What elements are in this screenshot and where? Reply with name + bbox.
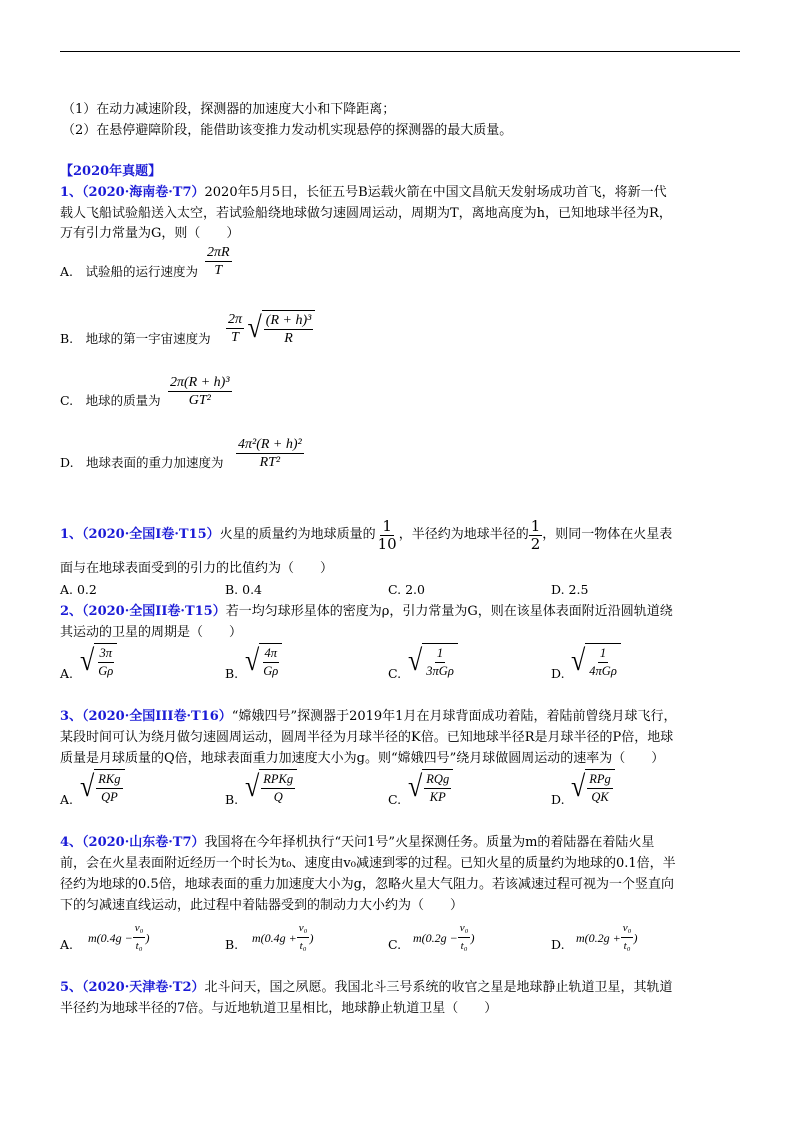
header-rule (60, 51, 740, 52)
formula-a: √ $\frac{3\pi}{G\rho}$ (80, 643, 117, 680)
problem-national-2 (60, 603, 673, 621)
option-c: C. (388, 792, 402, 807)
problem-text: 面与在地球表面受到的引力的比值约为（ ） (60, 561, 334, 576)
problem-text: 前，会在火星表面附近经历一个时长为t₀、速度由v₀减速到零的过程。已知火星的质量约为地球的0.1倍，半 (60, 856, 676, 871)
formula-d: $\frac{\text{4π²(R + h)²}}{\text{RT²}}$ (238, 437, 302, 470)
option-a: A. (60, 666, 74, 681)
problem-text: 若一均匀球形星体的密度为ρ，引力常量为G，则在该星体表面附近沿圆轨道绕 (225, 604, 673, 619)
problem-text: 下的匀减速直线运动，此过程中着陆器受到的制动力大小约为（ ） (60, 898, 464, 913)
problem-text: 半径约为地球半径的7倍。与近地轨道卫星相比，地球静止轨道卫星（ ） (60, 1001, 498, 1016)
formula-b: m(0.4g + $\frac{\text{v₀}}{\text{t₀}}$ ) (252, 922, 314, 952)
option-d: D. (551, 937, 565, 952)
option-c: C. 地球的质量为 (60, 393, 161, 408)
problem-label: 5、（2020·天津卷·T2） (60, 980, 205, 995)
option-a: A. (60, 792, 74, 807)
formula-c: √ $\frac{\text{RQg}}{KP}$ (408, 769, 453, 806)
problem-text: 万有引力常量为G，则（ ） (60, 226, 240, 241)
problem-text: “嫦娥四号”探测器于2019年1月在月球背面成功着陆，着陆前曾绕月球飞行， (231, 709, 677, 724)
problem-text: 质量是月球质量的Q倍，地球表面重力加速度大小为g。则“嫦娥四号”绕月球做圆周运动的速率为（ ） (60, 751, 665, 766)
problem-tianjin (60, 979, 673, 997)
option-d: D. (551, 666, 565, 681)
option-d: D. 地球表面的重力加速度为 (60, 455, 224, 470)
problem-label: 1、（2020·海南卷·T7） (60, 185, 205, 200)
problem-text: 北斗问天，国之夙愿。我国北斗三号系统的收官之星是地球静止轨道卫星，其轨道 (204, 980, 673, 995)
option-d: D. 2.5 (551, 582, 589, 597)
option-c: C. (388, 666, 402, 681)
problem-text: 2020年5月5日，长征五号B运载火箭在中国文昌航天发射场成功首飞，将新一代 (204, 185, 667, 200)
formula-d: √ $\frac{1}{\text{4πGρ}}$ (571, 643, 621, 680)
problem-label: 1、（2020·全国I卷·T15） (60, 527, 220, 542)
option-b: B. (225, 666, 239, 681)
intro-q2: （2）在悬停避障阶段，能借助该变推力发动机实现悬停的探测器的最大质量。 (62, 123, 513, 138)
problem-text: ，半径约为地球半径的 (398, 527, 529, 542)
problem-text: 某段时间可认为绕月做匀速圆周运动，圆周半径为月球半径的K倍。已知地球半径R是月球半径的P倍，地球 (60, 730, 674, 745)
problem-text: 火星的质量约为地球质量的 (219, 527, 376, 542)
formula-d: √ $\frac{\text{RPg}}{QK}$ (571, 769, 615, 806)
problem-text: 我国将在今年择机执行“天问1号”火星探测任务。质量为m的着陆器在着陆火星 (204, 835, 655, 850)
formula-d: m(0.2g + $\frac{\text{v₀}}{\text{t₀}}$ ) (576, 922, 638, 952)
formula-b: √ $\frac{4\pi}{G\rho}$ (245, 643, 282, 680)
problem-text: 其运动的卫星的周期是（ ） (60, 625, 243, 640)
option-a: A. 0.2 (60, 582, 97, 597)
option-c: C. 2.0 (388, 582, 425, 597)
option-b: B. (225, 792, 239, 807)
problem-hainan (60, 184, 667, 202)
formula-c: m(0.2g − $\frac{\text{v₀}}{\text{t₀}}$ ) (413, 922, 475, 952)
problem-text: 径约为地球的0.5倍，地球表面的重力加速度大小为g，忽略火星大气阻力。若该减速过程可视为一个竖直向 (60, 877, 674, 892)
fraction-one-tenth: $\frac{1}{10}$ (377, 516, 397, 553)
problem-text: ，则同一物体在火星表 (542, 527, 673, 542)
fraction-one-half: $\frac{1}{2}$ (530, 516, 541, 553)
formula-b: $\frac{2\pi}{T}$ √ $\frac{\text{(R + h)³}}{R}$ (226, 310, 315, 347)
option-d: D. (551, 792, 565, 807)
option-b: B. 0.4 (225, 582, 263, 597)
problem-national-1 (60, 515, 672, 555)
formula-c: √ $\frac{1}{\text{3πGρ}}$ (408, 643, 458, 680)
problem-shandong (60, 834, 654, 852)
formula-a: m(0.4g − $\frac{\text{v₀}}{\text{t₀}}$ ) (88, 922, 150, 952)
problem-label: 3、（2020·全国III卷·T16） (60, 709, 232, 724)
problem-text: 载人飞船试验船送入太空，若试验船绕地球做匀速圆周运动，周期为T，离地高度为h，已知地球半径为R， (60, 206, 672, 221)
option-a: A. 试验船的运行速度为 (60, 264, 199, 279)
formula-a: $\frac{2\pi R}{T}$ (207, 245, 230, 278)
formula-c: $\frac{\text{2π(R + h)³}}{\text{GT²}}$ (170, 375, 230, 408)
option-b: B. 地球的第一宇宙速度为 (60, 331, 211, 346)
section-title: 【2020年真题】 (60, 164, 162, 179)
problem-label: 2、（2020·全国II卷·T15） (60, 604, 226, 619)
problem-national-3 (60, 708, 676, 726)
intro-q1: （1）在动力减速阶段，探测器的加速度大小和下降距离； (62, 102, 396, 117)
problem-label: 4、（2020·山东卷·T7） (60, 835, 205, 850)
option-b: B. (225, 937, 239, 952)
formula-a: √ $\frac{\text{RKg}}{QP}$ (80, 769, 125, 806)
option-a: A. (60, 937, 74, 952)
formula-b: √ $\frac{\text{RPKg}}{Q}$ (245, 769, 297, 806)
option-c: C. (388, 937, 402, 952)
